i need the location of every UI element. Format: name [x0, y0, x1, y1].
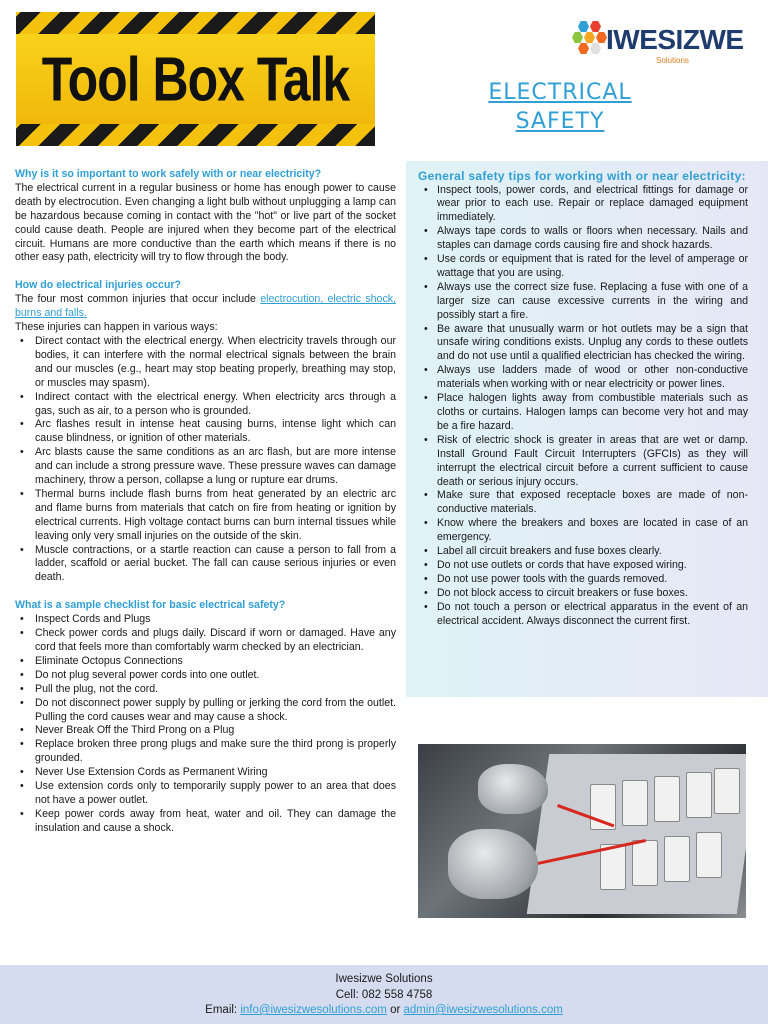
breaker: [622, 780, 648, 826]
list-item: • Pull the plug, not the cord.: [15, 683, 396, 697]
list-item: • Do not use outlets or cords that have exposed wiring.: [418, 559, 748, 573]
logo-hex-icon: [584, 32, 595, 43]
email-info-link[interactable]: info@iwesizwesolutions.com: [240, 1004, 387, 1016]
breaker: [632, 840, 658, 886]
list-item: • Be aware that unusually warm or hot outlets may be a sign that unsafe wiring conditions exists. Unplug any cords to these outlets and do not use until a qualified electrician has checked the wiring.: [418, 323, 748, 365]
injuries-intro-text: The four most common injuries that occur include: [15, 293, 261, 306]
breaker: [654, 776, 680, 822]
breaker: [664, 836, 690, 882]
gloved-hand: [478, 764, 548, 814]
list-item: • Do not touch a person or electrical apparatus in the event of an electrical accident. Always disconnect the current first.: [418, 601, 748, 629]
list-item: • Eliminate Octopus Connections: [15, 655, 396, 669]
breaker: [696, 832, 722, 878]
electrician-photo: [418, 744, 746, 918]
list-item: • Always use the correct size fuse. Replacing a fuse with one of a larger size can cause excessive currents in the wiring and possibly start a fire.: [418, 281, 748, 323]
logo-hex-icon: [572, 32, 583, 43]
tool-box-talk-banner: [16, 12, 375, 146]
question-heading-1: Why is it so important to work safely with or near electricity?: [15, 168, 322, 180]
tips-list: [418, 184, 748, 629]
logo-hex-icon: [590, 21, 601, 32]
email-admin-link[interactable]: admin@iwesizwesolutions.com: [403, 1004, 563, 1016]
banner-title: Tool Box Talk: [41, 44, 350, 114]
list-item: • Always use ladders made of wood or other non-conductive materials when working with or near electricity or power lines.: [418, 364, 748, 392]
logo-wordmark: IWESIZWE: [606, 24, 744, 55]
list-item: • Know where the breakers and boxes are located in case of an emergency.: [418, 517, 748, 545]
list-item: • Indirect contact with the electrical energy. When electricity arcs through a gas, such as air, to a person who is grounded.: [15, 391, 396, 419]
contact-footer: [0, 965, 768, 1024]
email-separator: or: [386, 1004, 404, 1016]
list-item: • Make sure that exposed receptacle boxes are made of non-conductive materials.: [418, 489, 748, 517]
left-column: [15, 168, 396, 836]
question-heading-3: What is a sample checklist for basic electrical safety?: [15, 599, 286, 612]
list-item: • Do not block access to circuit breakers or fuse boxes.: [418, 587, 748, 601]
gloved-hand: [448, 829, 538, 899]
list-item: • Keep power cords away from heat, water and oil. They can damage the insulation and cause a shock.: [15, 808, 396, 836]
list-item: • Inspect Cords and Plugs: [15, 613, 396, 627]
hazard-stripes-top: [16, 12, 375, 34]
document-title: [470, 78, 650, 136]
company-logo: [568, 18, 758, 68]
email-label: Email:: [205, 1004, 241, 1016]
list-item: • Arc flashes result in intense heat causing burns, intense light which can cause blindness, or ignition of other materials.: [15, 418, 396, 446]
logo-hex-icon: [578, 43, 589, 54]
list-item: • Thermal burns include flash burns from heat generated by an electric arc and flame burns from materials that catch on fire from heating or ignition by electrical currents. High voltage contact burns can burn internal tissues while leaving only very small injuries on the outside of the skin.: [15, 488, 396, 544]
breaker: [714, 768, 740, 814]
list-item: • Do not use power tools with the guards removed.: [418, 573, 748, 587]
question-heading-2: How do electrical injuries occur?: [15, 279, 182, 292]
tips-heading: General safety tips for working with or near electricity:: [418, 169, 746, 183]
list-item: • Direct contact with the electrical energy. When electricity travels through our bodies, it can interfere with the normal electrical signals between the brain and our muscles (e.g., heart may stop beating properly, breathing may stop, or muscles may spasm).: [15, 335, 396, 391]
list-item: • Do not plug several power cords into one outlet.: [15, 669, 396, 683]
paragraph-importance: The electrical current in a regular business or home has enough power to cause death by electrocution. Even changing a light bulb without unplugging a lamp can be hazardous because coming in contact with the "hot" or live part of the socket could cause death. People are injured when they become part of the electrical circuit. Humans are more conductive than the earth which means if there is no other easy path, electricity will try to flow through the body.: [15, 181, 396, 264]
footer-cell: Cell: 082 558 4758: [335, 988, 433, 1001]
list-item: • Label all circuit breakers and fuse boxes clearly.: [418, 545, 748, 559]
title-line-2: SAFETY: [515, 109, 605, 134]
injury-list: [15, 335, 396, 585]
list-item: • Place halogen lights away from combustible materials such as cloths or curtains. Halogen lamps can become very hot and may be a fire hazard.: [418, 392, 748, 434]
list-item: • Check power cords and plugs daily. Discard if worn or damaged. Have any cord that feels more than comfortably warm checked by an electrician.: [15, 627, 396, 655]
hazard-stripes-bottom: [16, 124, 375, 146]
list-item: • Arc blasts cause the same conditions as an arc flash, but are more intense and can include a strong pressure wave. These pressure waves can damage machinery, throw a person, collapse a lung or rupture ear drums.: [15, 446, 396, 488]
checklist: [15, 613, 396, 836]
paragraph-ways: These injuries can happen in various ways:: [15, 321, 218, 334]
list-item: • Use extension cords only to temporarily supply power to an area that does not have a power outlet.: [15, 780, 396, 808]
footer-company: Iwesizwe Solutions: [335, 973, 433, 985]
list-item: • Always tape cords to walls or floors when necessary. Nails and staples can damage cords causing fire and shock hazards.: [418, 225, 748, 253]
safety-tips-panel: [406, 161, 768, 697]
list-item: • Replace broken three prong plugs and make sure the third prong is properly grounded.: [15, 738, 396, 766]
list-item: • Do not disconnect power supply by pulling or jerking the cord from the outlet. Pulling the cord causes wear and may cause a shock.: [15, 697, 396, 725]
logo-hex-icon: [578, 21, 589, 32]
banner-center: [16, 34, 375, 124]
list-item: • Never Use Extension Cords as Permanent Wiring: [15, 766, 396, 780]
breaker: [686, 772, 712, 818]
list-item: • Never Break Off the Third Prong on a Plug: [15, 724, 396, 738]
list-item: • Muscle contractions, or a startle reaction can cause a person to fall from a ladder, scaffold or aerial bucket. The fall can cause serious injuries or even death.: [15, 544, 396, 586]
title-line-1: ELECTRICAL: [488, 80, 632, 105]
list-item: • Use cords or equipment that is rated for the level of amperage or wattage that you are using.: [418, 253, 748, 281]
paragraph-injuries: [15, 293, 396, 321]
injury-types-link[interactable]: electrocution, electric shock, burns and falls.: [15, 293, 396, 320]
list-item: • Risk of electric shock is greater in areas that are wet or damp. Install Ground Fault Circuit Interrupters (GFCIs) as they will interrupt the electrical circuit before a current sufficient to cause death or serious injury occurs.: [418, 434, 748, 490]
footer-email-line: [0, 1003, 768, 1019]
list-item: • Inspect tools, power cords, and electrical fittings for damage or wear prior to each use. Repair or replace damaged equipment immediately.: [418, 184, 748, 226]
logo-hex-icon: [590, 43, 601, 54]
logo-subtitle: Solutions: [656, 56, 689, 65]
